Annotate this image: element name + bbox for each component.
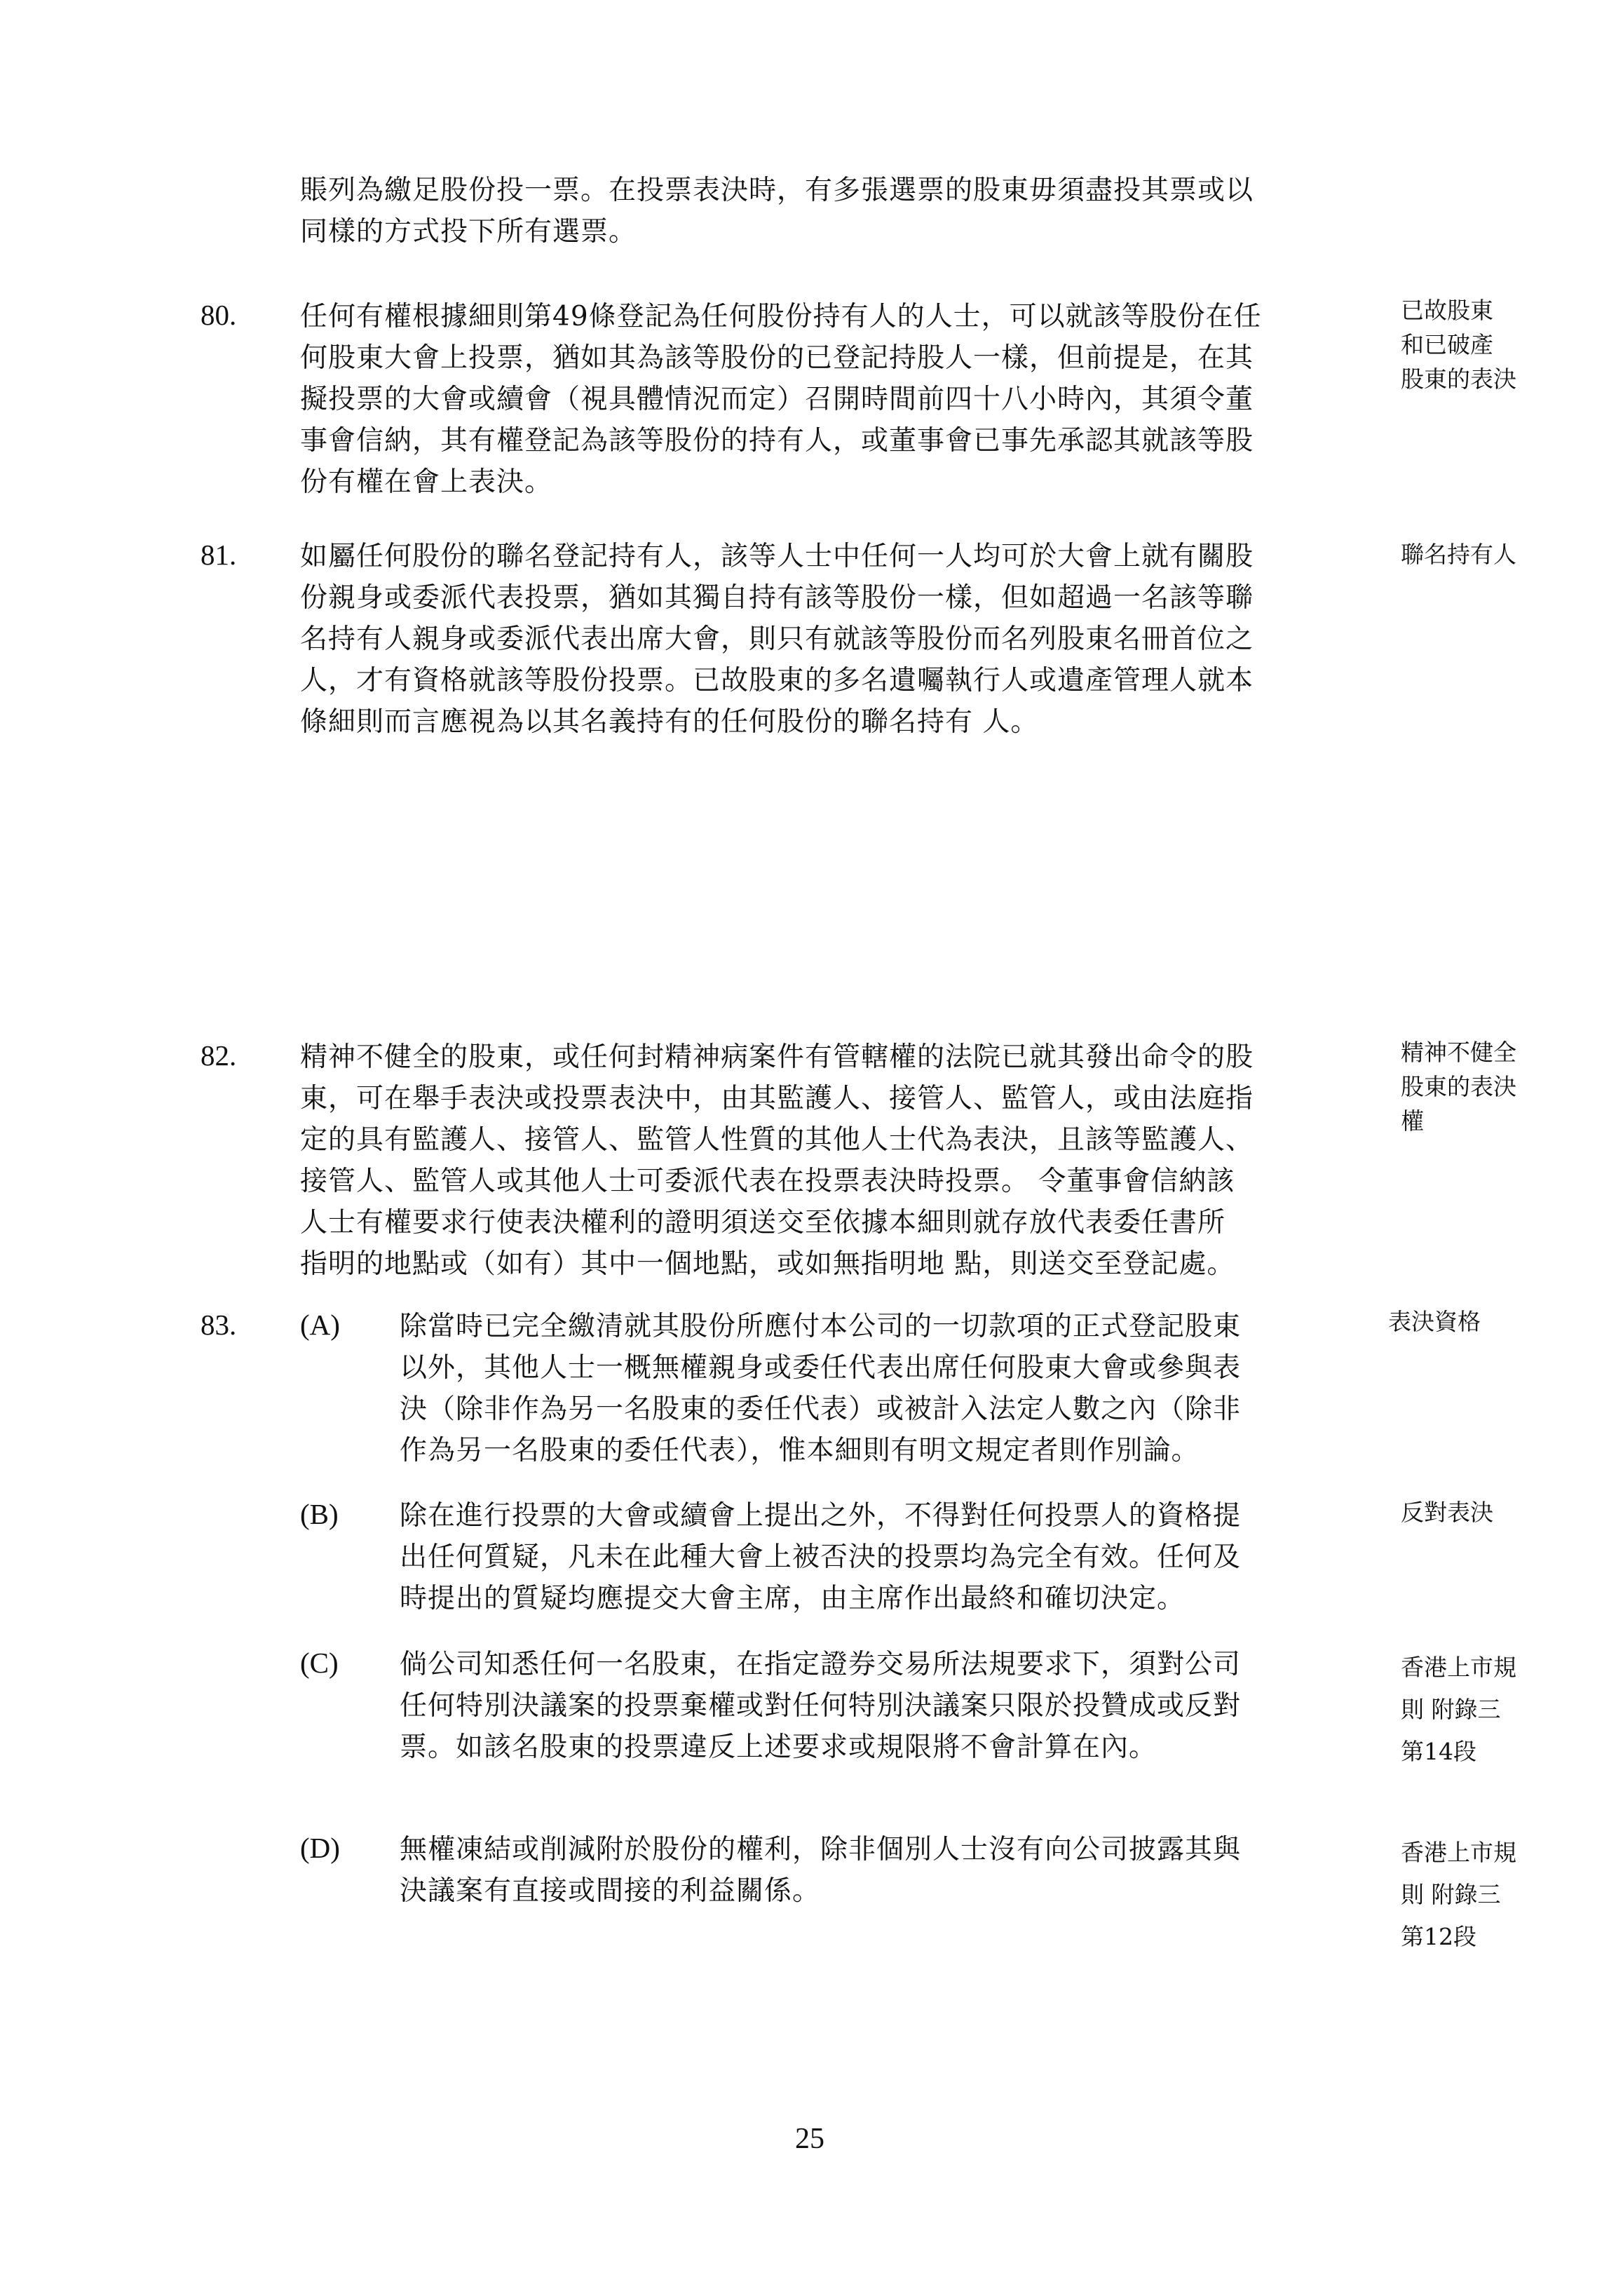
continuation-paragraph <box>300 170 1254 252</box>
clause-83d-margin-note <box>1401 1832 1516 1958</box>
paragraph-line: 出任何質疑，凡未在此種大會上被否決的投票均為完全有效。任何及 <box>400 1541 1242 1573</box>
paragraph-line: 條細則而言應視為以其名義持有的任何股份的聯名持有 人。 <box>300 706 1039 738</box>
paragraph-line: 人士有權要求行使表決權利的證明須送交至依據本細則就存放代表委任書所 <box>300 1207 1226 1238</box>
margin-note-line: 則 附錄三 <box>1401 1696 1501 1723</box>
paragraph-line: 何股東大會上投票，猶如其為該等股份的已登記持股人一樣，但前提是，在其 <box>300 342 1254 374</box>
margin-note-line: 第12段 <box>1401 1923 1476 1950</box>
clause-83a-margin-note <box>1388 1304 1481 1339</box>
paragraph-line: 定的具有監護人、接管人、監管人性質的其他人士代為表決，且該等監護人、 <box>300 1124 1254 1156</box>
clause-83c-text <box>400 1644 1241 1768</box>
clause-82-number: 82. <box>201 1039 237 1072</box>
margin-note-line: 股東的表決 <box>1401 365 1516 393</box>
clause-82-text <box>300 1036 1254 1285</box>
clause-83b-label: (B) <box>300 1498 339 1530</box>
clause-80-margin-note <box>1401 293 1516 396</box>
paragraph-line: 接管人、監管人或其他人士可委派代表在投票表決時投票。 令董事會信納該 <box>300 1166 1235 1197</box>
margin-note-line: 第14段 <box>1401 1738 1476 1765</box>
margin-note-line: 香港上市規 <box>1401 1654 1516 1681</box>
margin-note-line: 聯名持有人 <box>1401 541 1516 568</box>
paragraph-line: 倘公司知悉任何一名股東，在指定證券交易所法規要求下，須對公司 <box>400 1649 1242 1680</box>
margin-note-line: 反對表決 <box>1401 1499 1493 1526</box>
paragraph-line: 除在進行投票的大會或續會上提出之外，不得對任何投票人的資格提 <box>400 1500 1242 1532</box>
paragraph-line: 任何有權根據細則第49條登記為任何股份持有人的人士，可以就該等股份在任 <box>300 301 1262 332</box>
page-number: 25 <box>795 2123 824 2155</box>
paragraph-line: 賬列為繳足股份投一票。在投票表決時，有多張選票的股東毋須盡投其票或以 <box>300 175 1254 206</box>
margin-note-line: 表決資格 <box>1388 1308 1481 1335</box>
margin-note-line: 和已破產 <box>1401 331 1493 358</box>
clause-81-number: 81. <box>201 539 237 571</box>
clause-83d-label: (D) <box>300 1832 340 1864</box>
clause-80-number: 80. <box>201 299 237 331</box>
paragraph-line: 精神不健全的股東，或任何封精神病案件有管轄權的法院已就其發出命令的股 <box>300 1041 1254 1073</box>
clause-83b-text <box>400 1495 1241 1619</box>
paragraph-line: 作為另一名股東的委任代表），惟本細則有明文規定者則作別論。 <box>400 1435 1200 1466</box>
paragraph-line: 時提出的質疑均應提交大會主席，由主席作出最終和確切決定。 <box>400 1583 1186 1614</box>
paragraph-line: 名持有人親身或委派代表出席大會，則只有就該等股份而名列股東名冊首位之 <box>300 623 1254 655</box>
paragraph-line: 事會信納，其有權登記為該等股份的持有人，或董事會已事先承認其就該等股 <box>300 425 1254 457</box>
clause-83c-label: (C) <box>300 1647 339 1679</box>
clause-82-margin-note <box>1401 1035 1516 1138</box>
paragraph-line: 東，可在舉手表決或投票表決中，由其監護人、接管人、監管人，或由法庭指 <box>300 1083 1254 1114</box>
paragraph-line: 決議案有直接或間接的利益關係。 <box>400 1875 821 1907</box>
paragraph-line: 票。如該名股東的投票違反上述要求或規限將不會計算在內。 <box>400 1731 1157 1763</box>
paragraph-line: 以外，其他人士一概無權親身或委任代表出席任何股東大會或參與表 <box>400 1352 1242 1384</box>
paragraph-line: 擬投票的大會或續會（視具體情況而定）召開時間前四十八小時內，其須令董 <box>300 384 1254 415</box>
margin-note-line: 香港上市規 <box>1401 1839 1516 1866</box>
clause-81-margin-note <box>1401 537 1516 572</box>
margin-note-line: 已故股東 <box>1401 297 1493 324</box>
paragraph-line: 同樣的方式投下所有選票。 <box>300 216 637 248</box>
paragraph-line: 人，才有資格就該等股份投票。已故股東的多名遺囑執行人或遺產管理人就本 <box>300 665 1254 696</box>
margin-note-line: 股東的表決 <box>1401 1073 1516 1100</box>
clause-81-text <box>300 536 1254 743</box>
clause-83b-margin-note <box>1401 1495 1493 1529</box>
clause-83-number: 83. <box>201 1309 237 1341</box>
clause-80-text <box>300 296 1262 503</box>
margin-note-line: 則 附錄三 <box>1401 1881 1501 1908</box>
paragraph-line: 任何特別決議案的投票棄權或對任何特別決議案只限於投贊成或反對 <box>400 1690 1242 1722</box>
paragraph-line: 決（除非作為另一名股東的委任代表）或被計入法定人數之內（除非 <box>400 1393 1242 1425</box>
paragraph-line: 指明的地點或（如有）其中一個地點，或如無指明地 點，則送交至登記處。 <box>300 1248 1235 1280</box>
paragraph-line: 無權凍結或削減附於股份的權利，除非個別人士沒有向公司披露其與 <box>400 1834 1242 1865</box>
clause-83c-margin-note <box>1401 1647 1516 1773</box>
clause-83a-label: (A) <box>300 1309 340 1341</box>
paragraph-line: 如屬任何股份的聯名登記持有人，該等人士中任何一人均可於大會上就有關股 <box>300 541 1254 572</box>
paragraph-line: 份有權在會上表決。 <box>300 466 553 498</box>
clause-83d-text <box>400 1829 1241 1912</box>
margin-note-line: 權 <box>1401 1107 1424 1135</box>
clause-83a-text <box>400 1306 1241 1471</box>
paragraph-line: 份親身或委派代表投票，猶如其獨自持有該等股份一樣，但如超過一名該等聯 <box>300 582 1254 614</box>
margin-note-line: 精神不健全 <box>1401 1039 1516 1066</box>
paragraph-line: 除當時已完全繳清就其股份所應付本公司的一切款項的正式登記股東 <box>400 1311 1242 1342</box>
